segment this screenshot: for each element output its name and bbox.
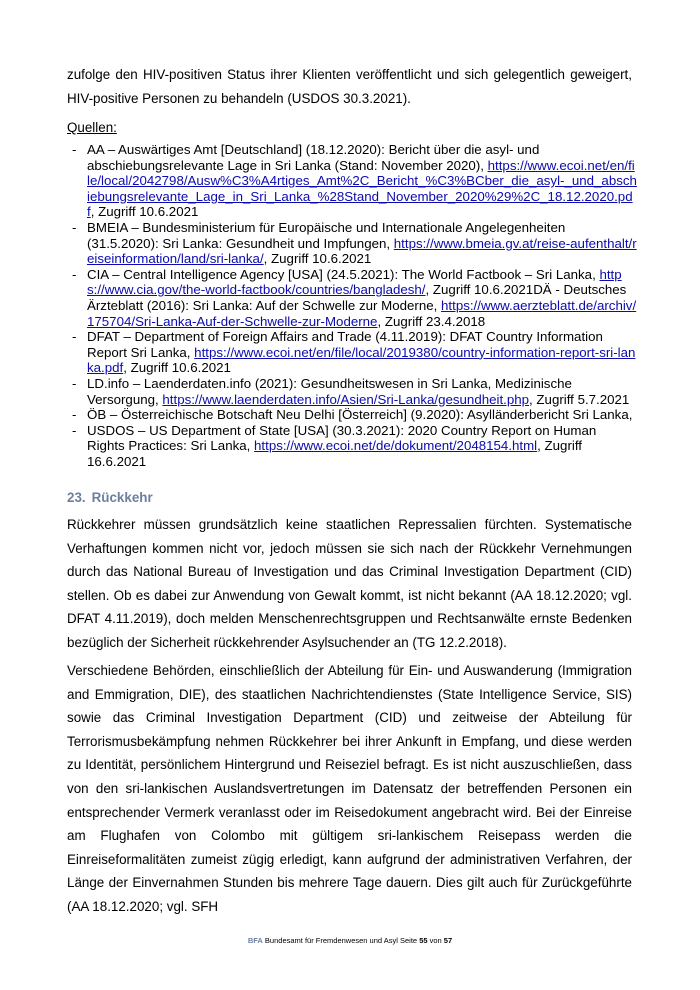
source-link[interactable]: https://www.ecoi.net/en/file/local/2019380/country-information-report-sri-lanka.pdf [87,344,636,376]
source-item-dfat [72,329,637,376]
source-item-aa [72,142,637,220]
source-item-cia [72,267,637,329]
source-link[interactable]: https://www.laenderdaten.info/Asien/Sri-Lanka/gesundheit.php [162,391,530,407]
source-access: , Zugriff 10.6.2021 [123,360,231,376]
source-text: BMEIA – Bundesministerium für Europäische und Internationale Angelegenheiten (31.5.2020): Sri Lanka: Gesundheit und Impfungen, [87,219,566,251]
source-text: CIA – Central Intelligence Agency [USA] (24.5.2021): The World Factbook – Sri Lanka, [87,266,600,282]
footer-page-number: 55 [419,936,428,945]
list-dash: - [72,329,77,345]
source-item-bmeia [72,220,637,267]
list-dash: - [72,219,77,235]
source-link[interactable]: https://www.cia.gov/the-world-factbook/countries/bangladesh/ [87,266,622,298]
source-link[interactable]: https://www.ecoi.net/de/dokument/2048154.html [254,438,538,454]
sources-list [72,142,637,469]
page-footer [0,936,700,945]
list-dash: - [72,266,77,282]
source-access: , Zugriff 5.7.2021 [529,391,630,407]
list-dash: - [72,407,77,423]
source-access: , Zugriff 10.6.2021 [90,204,199,220]
list-dash: - [72,142,77,157]
source-text: LD.info – Laenderdaten.info (2021): Gesundheitswesen in Sri Lanka, Medizinische Versorgung, [87,375,572,407]
list-dash: - [72,422,77,438]
source-access: , Zugriff 16.6.2021 [87,438,582,469]
footer-of: von [427,936,444,945]
source-text: AA – Auswärtiges Amt [Deutschland] (18.12.2020): Bericht über die asyl- und abschiebungsrelevante Lage in Sri Lanka (Stand: November 2020), [87,142,540,173]
body-paragraph-1: Rückkehrer müssen grundsätzlich keine staatlichen Repressalien fürchten. Systematische Verhaftungen kommen nicht vor, jedoch müssen sie sich nach der Rückkehr Vernehmungen durch das National Bureau of Investigation und das Criminal Investigation Department (CID) stellen. Ob es dabei zur Anwendung von Gewalt kommt, ist nicht bekannt (AA 18.12.2020; vgl. DFAT 4.11.2019), doch melden Menschenrechtsgruppen und Rechtsanwälte ernste Bedenken bezüglich der Sicherheit rückkehrender Asylsuchender an (TG 12.2.2018). [67,517,632,650]
source-text: ÖB – Österreichische Botschaft Neu Delhi [Österreich] (9.2020): Asylländerbericht Sri Lanka, [87,407,633,423]
source-link[interactable]: https://www.ecoi.net/en/file/local/2042798/Ausw%C3%A4rtiges_Amt%2C_Bericht_%C3%BCber_die_asyl-_und_abschiebungsrelevante_Lage_in_Sri_Lanka_%28Stand_November_2020%29%2C_18.12.2020.pdf [87,157,637,220]
footer-brand: BFA [247,936,263,945]
source-item-ldinfo [72,376,637,407]
source-item-oeb [72,407,637,423]
footer-page-total: 57 [443,936,453,945]
source-access: , Zugriff 10.6.2021 [263,251,372,267]
list-dash: - [72,375,77,391]
source-text: DFAT – Department of Foreign Affairs and Trade (4.11.2019): DFAT Country Information Report Sri Lanka, [87,329,603,360]
section-heading [67,490,153,505]
source-access: , Zugriff 10.6.2021DÄ - Deutsches Ärzteblatt (2016): Sri Lanka: Auf der Schwelle zur Moderne, [87,282,627,313]
source-text: USDOS – US Department of State [USA] (30.3.2021): 2020 Country Report on Human Rights Practices: Sri Lanka, [87,422,597,454]
source-access-secondary: , Zugriff 23.4.2018 [377,313,486,329]
sources-heading: Quellen: [67,120,117,135]
section-title: Rückkehr [91,490,153,505]
body-paragraph-2: Verschiedene Behörden, einschließlich der Abteilung für Ein- und Auswanderung (Immigration and Emmigration, DIE), des staatlichen Nachrichtendienstes (State Intelligence Service, SIS) sowie das Criminal Investigation Department (CID) und zeitweise der Abteilung für Terrorismusbekämpfung nehmen Rückkehrer bei ihrer Ankunft in Empfang, und diese werden zu Identität, persönlichem Hintergrund und Reiseziel befragt. Es ist nicht auszuschließen, dass von den sri-lankischen Auslandsvertretungen im Datensatz der betreffenden Personen ein entsprechender Vermerk veranlasst oder im Reisedokument angebracht wird. Bei der Einreise am Flughafen von Colombo mit gültigem sri-lankischem Reisepass werden die Einreiseformalitäten zumeist zügig erledigt, kann aufgrund der administrativen Verfahren, der Länge der Einvernahmen Stunden bis mehrere Tage dauern. Dies gilt auch für Zurückgeführte (AA 18.12.2020; vgl. SFH [67,663,632,914]
source-link[interactable]: https://www.bmeia.gv.at/reise-aufenthalt/reiseinformation/land/sri-lanka/ [87,235,637,267]
source-item-usdos [72,423,637,470]
section-number: 23. [67,490,86,505]
source-link-secondary[interactable]: https://www.aerzteblatt.de/archiv/175704/Sri-Lanka-Auf-der-Schwelle-zur-Moderne [87,297,637,329]
footer-org: Bundesamt für Fremdenwesen und Asyl Seite [262,936,420,945]
intro-paragraph: zufolge den HIV-positiven Status ihrer Klienten veröffentlicht und sich gelegentlich geweigert, HIV-positive Personen zu behandeln (USDOS 30.3.2021). [67,67,632,106]
